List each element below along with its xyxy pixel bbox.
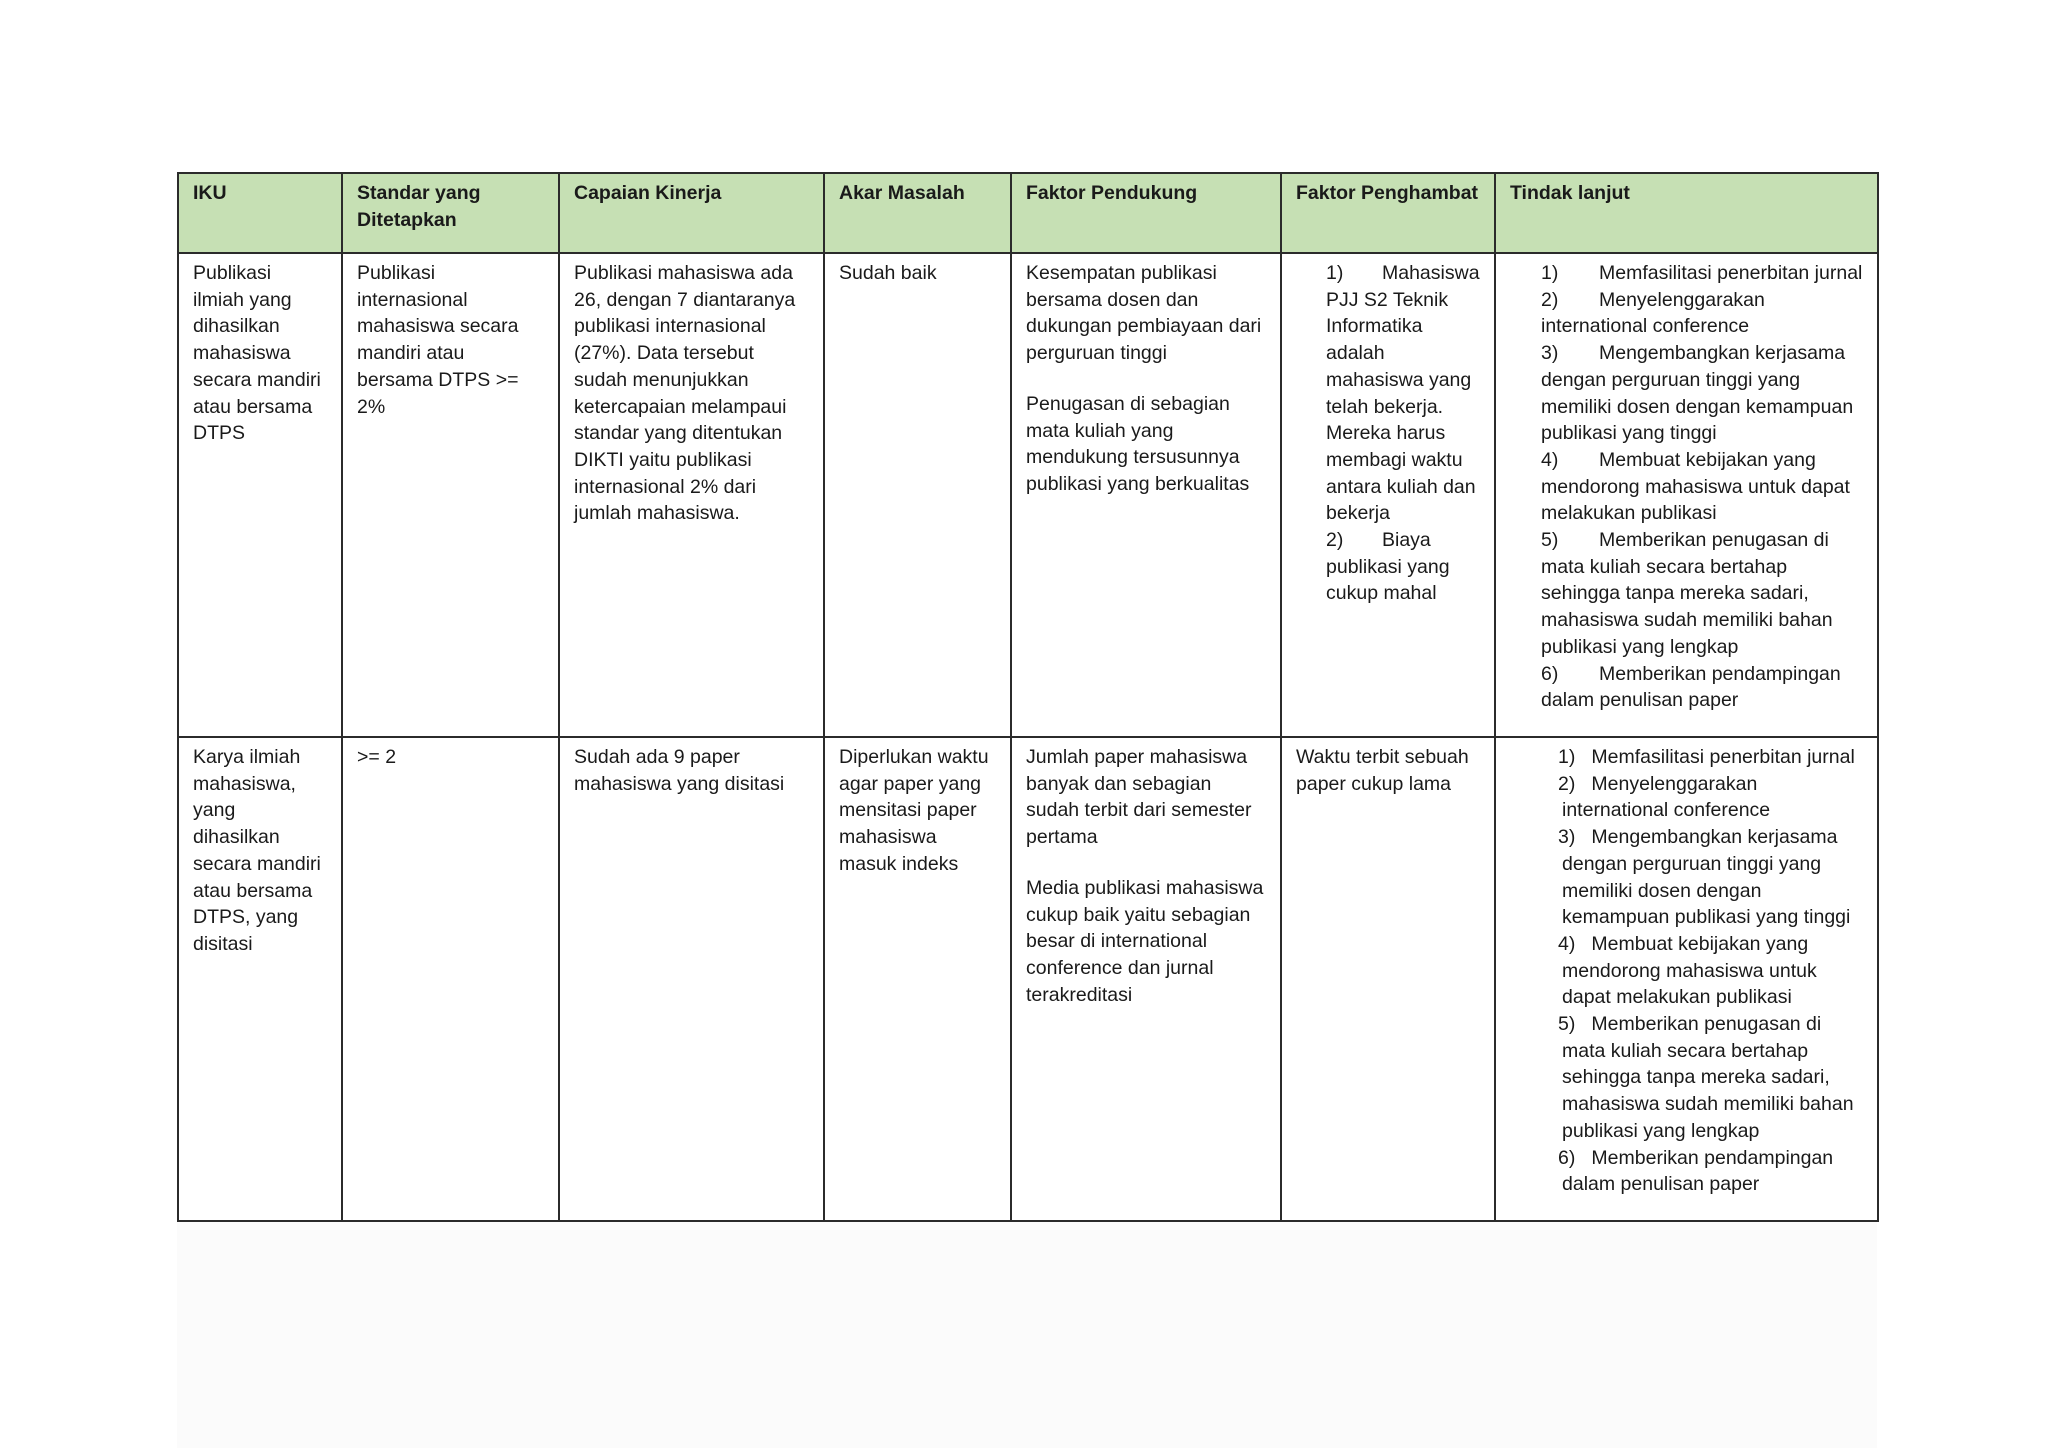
list-number: 1): [1558, 746, 1576, 768]
list-text: Mengembangkan kerjasama dengan perguruan tinggi yang memiliki dosen dengan kemampuan publikasi yang tinggi: [1541, 342, 1854, 445]
penghambat-list: [1296, 260, 1480, 607]
list-text: Membuat kebijakan yang mendorong mahasiswa untuk dapat melakukan publikasi: [1562, 932, 1817, 1009]
list-text: Memberikan penugasan di mata kuliah secara bertahap sehingga tanpa mereka sadari, mahasiswa sudah memiliki bahan publikasi yang lengkap: [1562, 1013, 1854, 1142]
cell-akar-masalah: Diperlukan waktu agar paper yang mensitasi paper mahasiswa masuk indeks: [824, 737, 1011, 1221]
list-text: Menyelenggarakan international conference: [1562, 772, 1771, 822]
header-faktor-pendukung: Faktor Pendukung: [1011, 173, 1281, 253]
list-text: Mengembangkan kerjasama dengan perguruan tinggi yang memiliki dosen dengan kemampuan publikasi yang tinggi: [1562, 826, 1851, 929]
list-text: Membuat kebijakan yang mendorong mahasiswa untuk dapat melakukan publikasi: [1541, 448, 1850, 525]
list-item: [1326, 527, 1480, 607]
header-standar: Standar yang Ditetapkan: [342, 173, 559, 253]
list-number: 3): [1558, 826, 1576, 849]
header-akar-masalah: Akar Masalah: [824, 173, 1011, 253]
list-item: [1558, 824, 1863, 931]
list-text: Memfasilitasi penerbitan jurnal: [1599, 262, 1863, 284]
list-text: Memberikan pendampingan dalam penulisan paper: [1541, 662, 1841, 712]
list-text: Memberikan pendampingan dalam penulisan paper: [1562, 1146, 1834, 1196]
list-number: 4): [1541, 448, 1559, 471]
cell-faktor-pendukung: [1011, 253, 1281, 737]
cell-tindak-lanjut: [1495, 253, 1878, 737]
cell-tindak-lanjut: [1495, 737, 1878, 1221]
list-item: [1541, 527, 1863, 661]
list-text: Menyelenggarakan international conference: [1541, 288, 1765, 338]
list-item: [1558, 771, 1863, 824]
list-item: [1326, 260, 1480, 527]
cell-faktor-pendukung: [1011, 737, 1281, 1221]
list-number: 1): [1541, 262, 1559, 284]
cell-faktor-penghambat: Waktu terbit sebuah paper cukup lama: [1281, 737, 1495, 1221]
header-tindak-lanjut: Tindak lanjut: [1495, 173, 1878, 253]
cell-faktor-penghambat: [1281, 253, 1495, 737]
list-item: [1558, 1145, 1863, 1198]
list-number: 1): [1326, 262, 1344, 284]
cell-capaian: Sudah ada 9 paper mahasiswa yang disitasi: [559, 737, 824, 1221]
header-iku: IKU: [178, 173, 342, 253]
pendukung-paragraph: Penugasan di sebagian mata kuliah yang mendukung tersusunnya publikasi yang berkualitas: [1026, 392, 1250, 495]
list-item: [1541, 287, 1863, 340]
cell-iku: Publikasi ilmiah yang dihasilkan mahasiswa secara mandiri atau bersama DTPS: [178, 253, 342, 737]
pendukung-paragraph: Jumlah paper mahasiswa banyak dan sebagian sudah terbit dari semester pertama: [1026, 746, 1252, 849]
tindak-lanjut-list: [1510, 744, 1863, 1198]
list-number: 5): [1558, 1013, 1576, 1036]
list-number: 5): [1541, 529, 1559, 552]
list-number: 4): [1558, 932, 1576, 955]
list-item: [1541, 260, 1863, 287]
list-item: [1541, 447, 1863, 527]
header-faktor-penghambat: Faktor Penghambat: [1281, 173, 1495, 253]
iku-evaluation-table: [177, 172, 1879, 1222]
list-text: Biaya publikasi yang cukup mahal: [1326, 529, 1450, 605]
list-text: Mahasiswa PJJ S2 Teknik Informatika adalah mahasiswa yang telah bekerja. Mereka harus membagi waktu antara kuliah dan bekerja: [1326, 262, 1480, 525]
table-row: [178, 253, 1878, 737]
list-number: 2): [1541, 288, 1559, 311]
cell-akar-masalah: Sudah baik: [824, 253, 1011, 737]
cell-standar: >= 2: [342, 737, 559, 1221]
list-number: 3): [1541, 342, 1559, 365]
cell-standar: Publikasi internasional mahasiswa secara mandiri atau bersama DTPS >= 2%: [342, 253, 559, 737]
list-number: 2): [1558, 772, 1576, 795]
list-number: 2): [1326, 529, 1344, 552]
table-row: [178, 737, 1878, 1221]
list-number: 6): [1558, 1146, 1576, 1169]
list-number: 6): [1541, 662, 1559, 685]
list-item: [1541, 340, 1863, 447]
page-bottom-area: [177, 1222, 1877, 1448]
cell-iku: Karya ilmiah mahasiswa, yang dihasilkan secara mandiri atau bersama DTPS, yang disitasi: [178, 737, 342, 1221]
list-item: [1558, 1011, 1863, 1145]
pendukung-paragraph: Kesempatan publikasi bersama dosen dan dukungan pembiayaan dari perguruan tinggi: [1026, 262, 1262, 365]
pendukung-paragraph: Media publikasi mahasiswa cukup baik yaitu sebagian besar di international conference dan jurnal terakreditasi: [1026, 876, 1264, 1006]
header-capaian: Capaian Kinerja: [559, 173, 824, 253]
list-text: Memberikan penugasan di mata kuliah secara bertahap sehingga tanpa mereka sadari, mahasiswa sudah memiliki bahan publikasi yang lengkap: [1541, 529, 1833, 658]
list-text: Memfasilitasi penerbitan jurnal: [1591, 746, 1855, 768]
list-item: [1558, 931, 1863, 1011]
list-item: [1558, 744, 1863, 771]
cell-capaian: Publikasi mahasiswa ada 26, dengan 7 diantaranya publikasi internasional (27%). Data tersebut sudah menunjukkan ketercapaian melampaui standar yang ditentukan DIKTI yaitu publikasi internasional 2% dari jumlah mahasiswa.: [559, 253, 824, 737]
table-header-row: [178, 173, 1878, 253]
list-item: [1541, 661, 1863, 714]
tindak-lanjut-list: [1510, 260, 1863, 714]
